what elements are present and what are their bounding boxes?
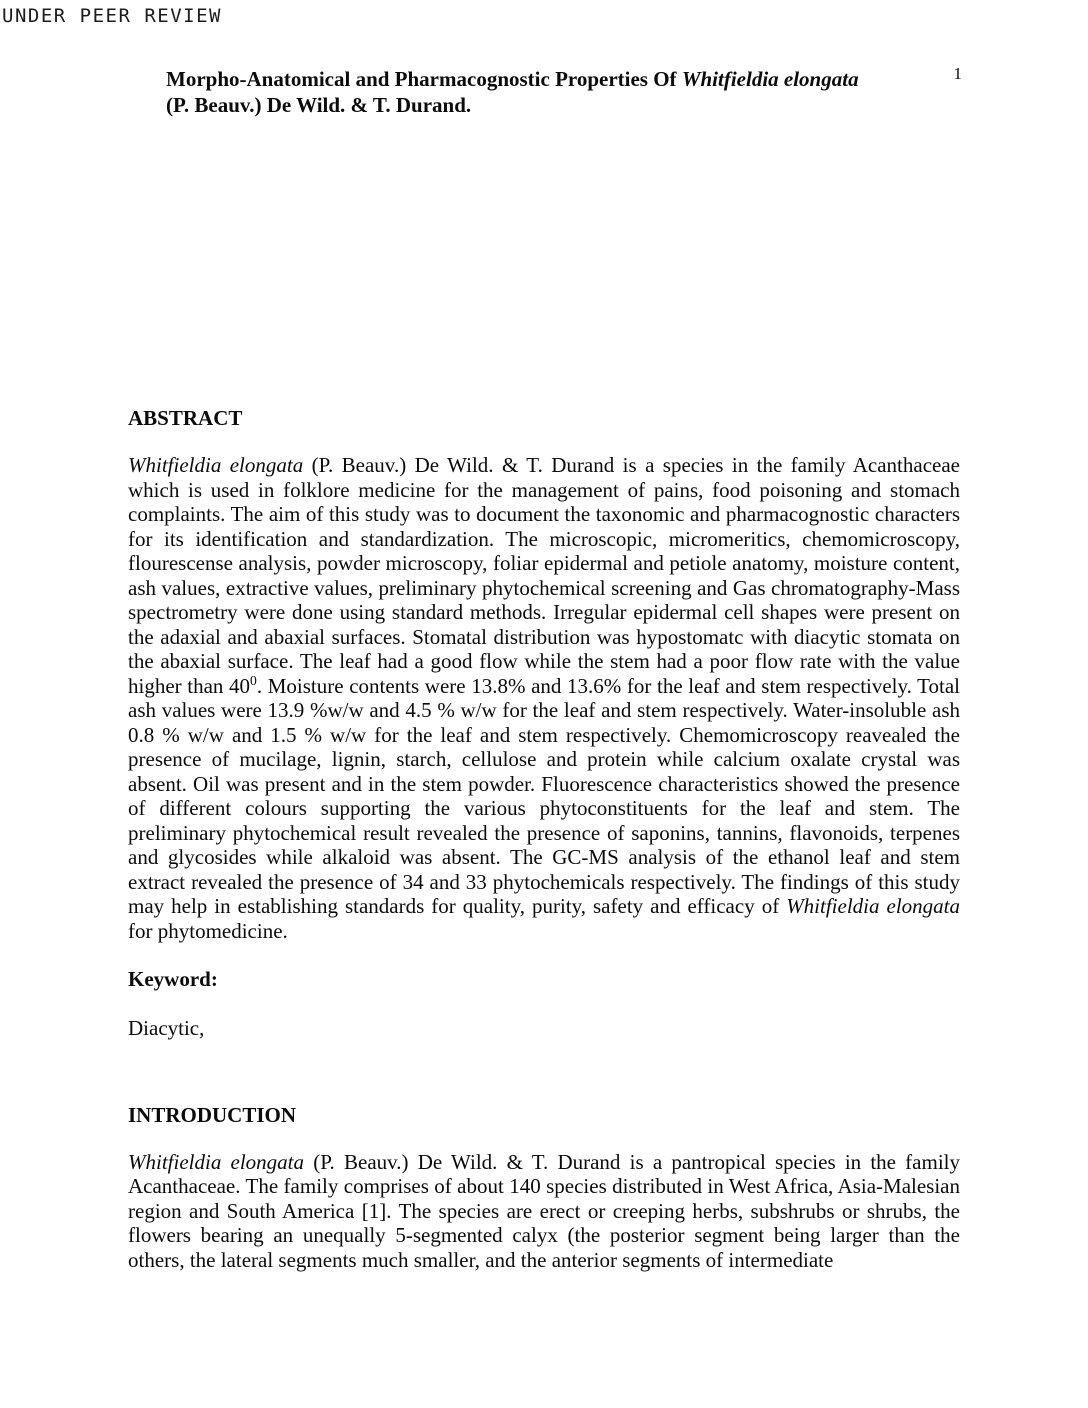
page-content (128, 0, 960, 1272)
introduction-heading: INTRODUCTION (128, 1102, 297, 1127)
abstract-heading: ABSTRACT (128, 406, 243, 430)
keyword-heading: Keyword: (128, 967, 218, 991)
keyword-value: Diacytic, (128, 1016, 205, 1040)
introduction-paragraph: Whitfieldia elongata (P. Beauv.) De Wild. & T. Durand is a pantropical species in the family Acanthaceae. The family comprises of about 140 species distributed in West Africa, Asia-Malesian region and South America [1]. The species are erect or creeping herbs, subshrubs or shrubs, the flowers bearing an unequally 5-segmented calyx (the posterior segment being larger than the others, the lateral segments much smaller, and the anterior segments of intermediate (128, 1149, 961, 1272)
peer-review-watermark: UNDER PEER REVIEW (2, 5, 222, 27)
abstract-paragraph: Whitfieldia elongata (P. Beauv.) De Wild. & T. Durand is a species in the family Acanthaceae which is used in folklore medicine for the management of pains, food poisoning and stomach complaints. The aim of this study was to document the taxonomic and pharmacognostic characters for its identification and standardization. The microscopic, micromeritics, chemomicroscopy, flourescense analysis, powder microscopy, foliar epidermal and petiole anatomy, moisture content, ash values, extractive values, preliminary phytochemical screening and Gas chromatography-Mass spectrometry were done using standard methods. Irregular epidermal cell shapes were present on the adaxial and abaxial surfaces. Stomatal distribution was hypostomatc with diacytic stomata on the abaxial surface. The leaf had a good flow while the stem had a poor flow rate with the value higher than $40^0$. Moisture contents were 13.8% and 13.6% for the leaf and stem respectively. Total ash values were 13.9 %w/w and 4.5 % w/w for the leaf and stem respectively. Water-insoluble ash 0.8 % w/w and 1.5 % w/w for the leaf and stem respectively. Chemomicroscopy reavealed the presence of mucilage, lignin, starch, cellulose and protein while calcium oxalate crystal was absent. Oil was present and in the stem powder. Fluorescence characteristics showed the presence of different colours supporting the various phytoconstituents for the leaf and stem. The preliminary phytochemical result revealed the presence of saponins, tannins, flavonoids, terpenes and glycosides while alkaloid was absent. The GC-MS analysis of the ethanol leaf and stem extract revealed the presence of 34 and 33 phytochemicals respectively. The findings of this study may help in establishing standards for quality, purity, safety and efficacy of Whitfieldia elongata for phytomedicine. (128, 453, 960, 943)
paper-title: Morpho-Anatomical and Pharmacognostic Properties Of Whitfieldia elongata (P. Beauv.) De Wild. & T. Durand. (166, 67, 859, 117)
page-number: 1 (953, 64, 962, 83)
